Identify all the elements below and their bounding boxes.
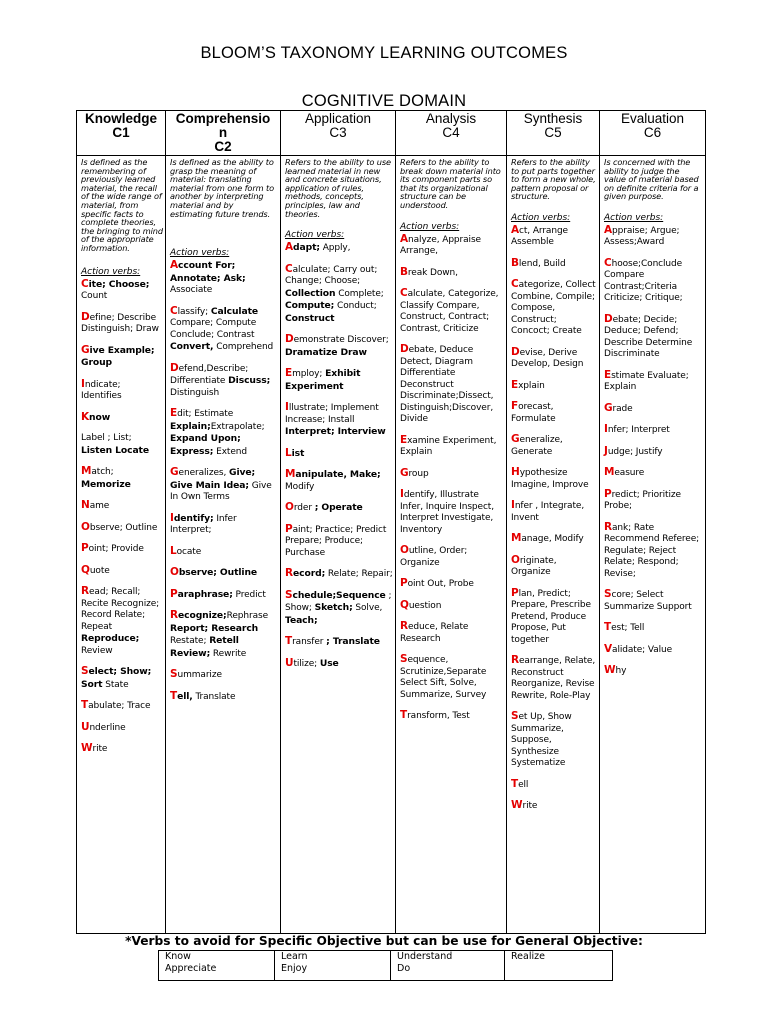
verb-entry: Explain bbox=[511, 378, 545, 391]
verb-entry: Employ; Exhibit Experiment bbox=[285, 367, 361, 392]
verb-entry: Observe; Outline bbox=[170, 566, 258, 579]
verb-entry: Observe; Outline bbox=[81, 520, 158, 533]
verb-entry: Grade bbox=[604, 401, 633, 414]
verb-entry: Demonstrate Discover; Dramatize Draw bbox=[285, 333, 389, 358]
column-code: C1 bbox=[112, 125, 130, 140]
action-verbs-label: Action verbs: bbox=[285, 230, 345, 241]
avoid-verb: Realize bbox=[511, 951, 545, 962]
verb-entry: Predict; Prioritize Probe; bbox=[604, 487, 681, 512]
action-verbs-label: Action verbs: bbox=[604, 212, 664, 223]
column-name: Application bbox=[304, 111, 372, 126]
verb-entry: Schedule;Sequence ; Show; Sketch; Solve, Teach; bbox=[285, 588, 392, 626]
verb-entry: Debate, Deduce Detect, Diagram Differentiate Deconstruct Discriminate;Dissect, Distinguish;Discover, Divide bbox=[400, 343, 494, 425]
verb-list bbox=[285, 242, 393, 670]
column-cell-knowledge bbox=[77, 156, 166, 934]
verb-entry: Plan, Predict; Prepare, Prescribe Pretend, Produce Propose, Put together bbox=[511, 586, 591, 645]
column-code: C6 bbox=[643, 125, 662, 140]
column-cell-comprehension bbox=[166, 156, 281, 934]
avoid-cell bbox=[391, 951, 505, 981]
action-verbs-label: Action verbs: bbox=[511, 212, 571, 223]
verb-entry: Appraise; Argue; Assess;Award bbox=[604, 223, 680, 248]
avoid-verb: Appreciate bbox=[165, 963, 217, 974]
definition-text: Refers to the ability to use learned material in new and concrete situations, application of rules, methods, concepts, principles, law and theories. bbox=[285, 157, 391, 219]
verb-entry: Rank; Rate Recommend Referee; Regulate; Reject Relate; Respond; Revise; bbox=[604, 520, 700, 579]
verb-entry: Reduce, Relate Research bbox=[400, 620, 469, 644]
verb-entry: Know bbox=[81, 410, 111, 423]
verb-entry: Write bbox=[81, 742, 108, 755]
verb-entry: Identify; Infer Interpret; bbox=[170, 511, 237, 536]
column-code: C3 bbox=[329, 125, 347, 140]
verb-entry: Infer , Integrate, Invent bbox=[511, 499, 585, 523]
verb-entry: Define; Describe Distinguish; Draw bbox=[81, 310, 159, 335]
verb-entry: Calculate, Categorize, Classify Compare, Construct, Contract; Contrast, Criticize bbox=[400, 287, 499, 334]
column-header-application bbox=[281, 111, 396, 156]
taxonomy-table bbox=[76, 110, 706, 934]
verb-entry: Write bbox=[511, 799, 538, 812]
column-cell-evaluation bbox=[600, 156, 706, 934]
verb-entry: Point Out, Probe bbox=[400, 577, 474, 590]
verb-entry: Test; Tell bbox=[604, 621, 645, 634]
verb-entry: Transform, Test bbox=[400, 709, 470, 722]
verb-list bbox=[511, 225, 597, 813]
verb-entry: Paint; Practice; Predict Prepare; Produce; Purchase bbox=[285, 522, 387, 558]
verb-entry: Analyze, Appraise Arrange, bbox=[400, 232, 481, 257]
verb-entry: Estimate Evaluate; Explain bbox=[604, 368, 689, 393]
verb-entry: Classify; Calculate Compare; Compute Conclude; Contrast Convert, Comprehend bbox=[170, 304, 274, 353]
action-verbs-label: Action verbs: bbox=[170, 248, 230, 259]
verb-entry: Blend, Build bbox=[511, 256, 566, 269]
verb-entry: List bbox=[285, 446, 305, 459]
definition-text: Refers to the ability to break down material into its component parts so that its organizational structure can be understood. bbox=[400, 157, 501, 210]
definition-text: Refers to the ability to put parts together to form a new whole, pattern proposal or structure. bbox=[511, 157, 596, 202]
verb-entry: Judge; Justify bbox=[604, 444, 663, 457]
verb-entry: Identify, Illustrate Infer, Inquire Inspect, Interpret Investigate, Inventory bbox=[400, 488, 494, 535]
avoid-cell bbox=[159, 951, 275, 981]
column-name: Synthesis bbox=[523, 111, 583, 126]
avoid-cell bbox=[505, 951, 613, 981]
column-header-synthesis bbox=[507, 111, 600, 156]
verb-entry: Select; Show; Sort State bbox=[81, 665, 152, 690]
verb-entry: Break Down, bbox=[400, 265, 458, 278]
verb-entry: Account For; Annotate; Ask; Associate bbox=[170, 259, 246, 296]
verb-entry: Question bbox=[400, 598, 442, 611]
verb-entry: Indicate; Identifies bbox=[81, 377, 122, 402]
avoid-verb: Understand bbox=[397, 951, 453, 962]
column-code: C4 bbox=[442, 125, 460, 140]
definition-text: Is concerned with the ability to judge the value of material based on definite criteria for a given purpose. bbox=[604, 157, 699, 202]
verb-entry: Generalizes, Give; Give Main Idea; Give In Own Terms bbox=[170, 466, 272, 503]
verb-entry: Set Up, Show Summarize, Suppose, Synthesize Systematize bbox=[511, 710, 572, 769]
verb-entry: Transfer ; Translate bbox=[285, 635, 380, 648]
verb-entry: Cite; Choose; Count bbox=[81, 277, 150, 302]
verb-entry: Adapt; Apply, bbox=[285, 241, 351, 254]
document-subtitle: COGNITIVE DOMAIN bbox=[301, 92, 467, 110]
column-name: Evaluation bbox=[620, 111, 685, 126]
verb-list bbox=[81, 279, 163, 756]
column-cell-synthesis bbox=[507, 156, 600, 934]
action-verbs-label: Action verbs: bbox=[81, 266, 141, 277]
verb-entry: Record; Relate; Repair; bbox=[285, 567, 393, 580]
verb-entry: Recognize;Rephrase Report; Research Restate; Retell Review; Rewrite bbox=[170, 609, 269, 659]
avoid-verbs-table bbox=[158, 950, 613, 981]
verb-entry: Paraphrase; Predict bbox=[170, 587, 266, 600]
avoid-verb: Do bbox=[397, 963, 411, 974]
verb-entry: Label ; List; Listen Locate bbox=[81, 433, 149, 456]
verb-entry: Choose;Conclude Compare Contrast;Criteria Criticize; Critique; bbox=[604, 256, 683, 304]
action-verbs-label: Action verbs: bbox=[400, 221, 460, 232]
column-header-analysis bbox=[396, 111, 507, 156]
verb-entry: Originate, Organize bbox=[511, 553, 557, 578]
column-code: C2 bbox=[214, 139, 232, 154]
column-header-evaluation bbox=[600, 111, 706, 156]
column-header-knowledge bbox=[77, 111, 166, 156]
verb-entry: Tell, Translate bbox=[170, 689, 236, 702]
verb-entry: Name bbox=[81, 499, 110, 512]
avoid-row bbox=[159, 951, 613, 981]
content-row bbox=[77, 156, 706, 934]
verb-entry: Infer; Interpret bbox=[604, 423, 670, 436]
verb-entry: Score; Select Summarize Support bbox=[604, 588, 692, 612]
verb-entry: Manipulate, Make; Modify bbox=[285, 468, 381, 492]
verb-entry: Act, Arrange Assemble bbox=[511, 223, 568, 248]
avoid-verb: Enjoy bbox=[281, 963, 308, 974]
verb-entry: Give Example; Group bbox=[81, 343, 155, 369]
column-code: C5 bbox=[544, 125, 562, 140]
verb-entry: Illustrate; Implement Increase; Install Interpret; Interview bbox=[285, 401, 386, 438]
verb-entry: Group bbox=[400, 466, 429, 479]
verb-entry: Sequence, Scrutinize,Separate Select Sift, Solve, Summarize, Survey bbox=[400, 653, 487, 700]
verb-entry: Devise, Derive Develop, Design bbox=[511, 345, 584, 370]
verb-entry: Tabulate; Trace bbox=[81, 699, 151, 712]
verb-list bbox=[400, 234, 504, 723]
verb-entry: Rearrange, Relate, Reconstruct Reorganize, Revise Rewrite, Role-Play bbox=[511, 654, 596, 701]
verb-entry: Read; Recall; Recite Recognize; Record Relate; Repeat Reproduce; Review bbox=[81, 585, 160, 656]
verb-entry: Underline bbox=[81, 720, 126, 733]
verb-entry: Tell bbox=[511, 777, 529, 790]
verb-entry: Outline, Order; Organize bbox=[400, 544, 468, 568]
verb-entry: Point; Provide bbox=[81, 542, 144, 555]
verb-entry: Hypothesize Imagine, Improve bbox=[511, 466, 589, 490]
verb-entry: Edit; Estimate Explain;Extrapolate; Expand Upon; Express; Extend bbox=[170, 407, 265, 457]
column-cell-application bbox=[281, 156, 396, 934]
document-title: BLOOM’S TAXONOMY LEARNING OUTCOMES bbox=[200, 44, 568, 62]
column-name: Comprehension bbox=[175, 111, 271, 140]
verb-entry: Generalize, Generate bbox=[511, 433, 563, 457]
verb-entry: Utilize; Use bbox=[285, 656, 339, 669]
verb-entry: Categorize, Collect Combine, Compile; Compose, Construct; Concoct; Create bbox=[511, 278, 596, 337]
verb-entry: Order ; Operate bbox=[285, 501, 363, 514]
verb-entry: Measure bbox=[604, 466, 645, 479]
verb-entry: Why bbox=[604, 664, 627, 677]
column-cell-analysis bbox=[396, 156, 507, 934]
verb-list bbox=[170, 260, 278, 703]
verb-entry: Forecast, Formulate bbox=[511, 400, 556, 424]
verb-entry: Quote bbox=[81, 563, 110, 576]
verb-list bbox=[604, 225, 703, 678]
verb-entry: Validate; Value bbox=[604, 642, 673, 655]
avoid-verb: Know bbox=[165, 951, 191, 962]
verb-entry: Summarize bbox=[170, 668, 222, 681]
column-name: Knowledge bbox=[84, 111, 157, 126]
verb-entry: Calculate; Carry out; Change; Choose; Collection Complete; Compute; Conduct; Construct bbox=[285, 262, 384, 324]
avoid-verbs-title: *Verbs to avoid for Specific Objective but can be use for General Objective: bbox=[125, 934, 643, 948]
verb-entry: Locate bbox=[170, 544, 202, 557]
header-row bbox=[77, 111, 706, 156]
definition-text: Is defined as the ability to grasp the meaning of material: translating material from one form to another by interpreting material and by estimating future trends. bbox=[170, 157, 275, 219]
verb-entry: Manage, Modify bbox=[511, 532, 584, 545]
column-header-comprehension bbox=[166, 111, 281, 156]
avoid-verb: Learn bbox=[281, 951, 308, 962]
column-name: Analysis bbox=[425, 111, 477, 126]
definition-text: Is defined as the remembering of previously learned material, the recall of the wide range of material, from specific facts to complete theories, the bringing to mind of the appropriate information. bbox=[81, 157, 163, 253]
verb-entry: Debate; Decide; Deduce; Defend; Describe Determine Discriminate bbox=[604, 312, 693, 360]
avoid-cell bbox=[275, 951, 391, 981]
verb-entry: Match; Memorize bbox=[81, 465, 131, 490]
verb-entry: Examine Experiment, Explain bbox=[400, 433, 497, 458]
verb-entry: Defend,Describe; Differentiate Discuss; Distinguish bbox=[170, 361, 271, 398]
